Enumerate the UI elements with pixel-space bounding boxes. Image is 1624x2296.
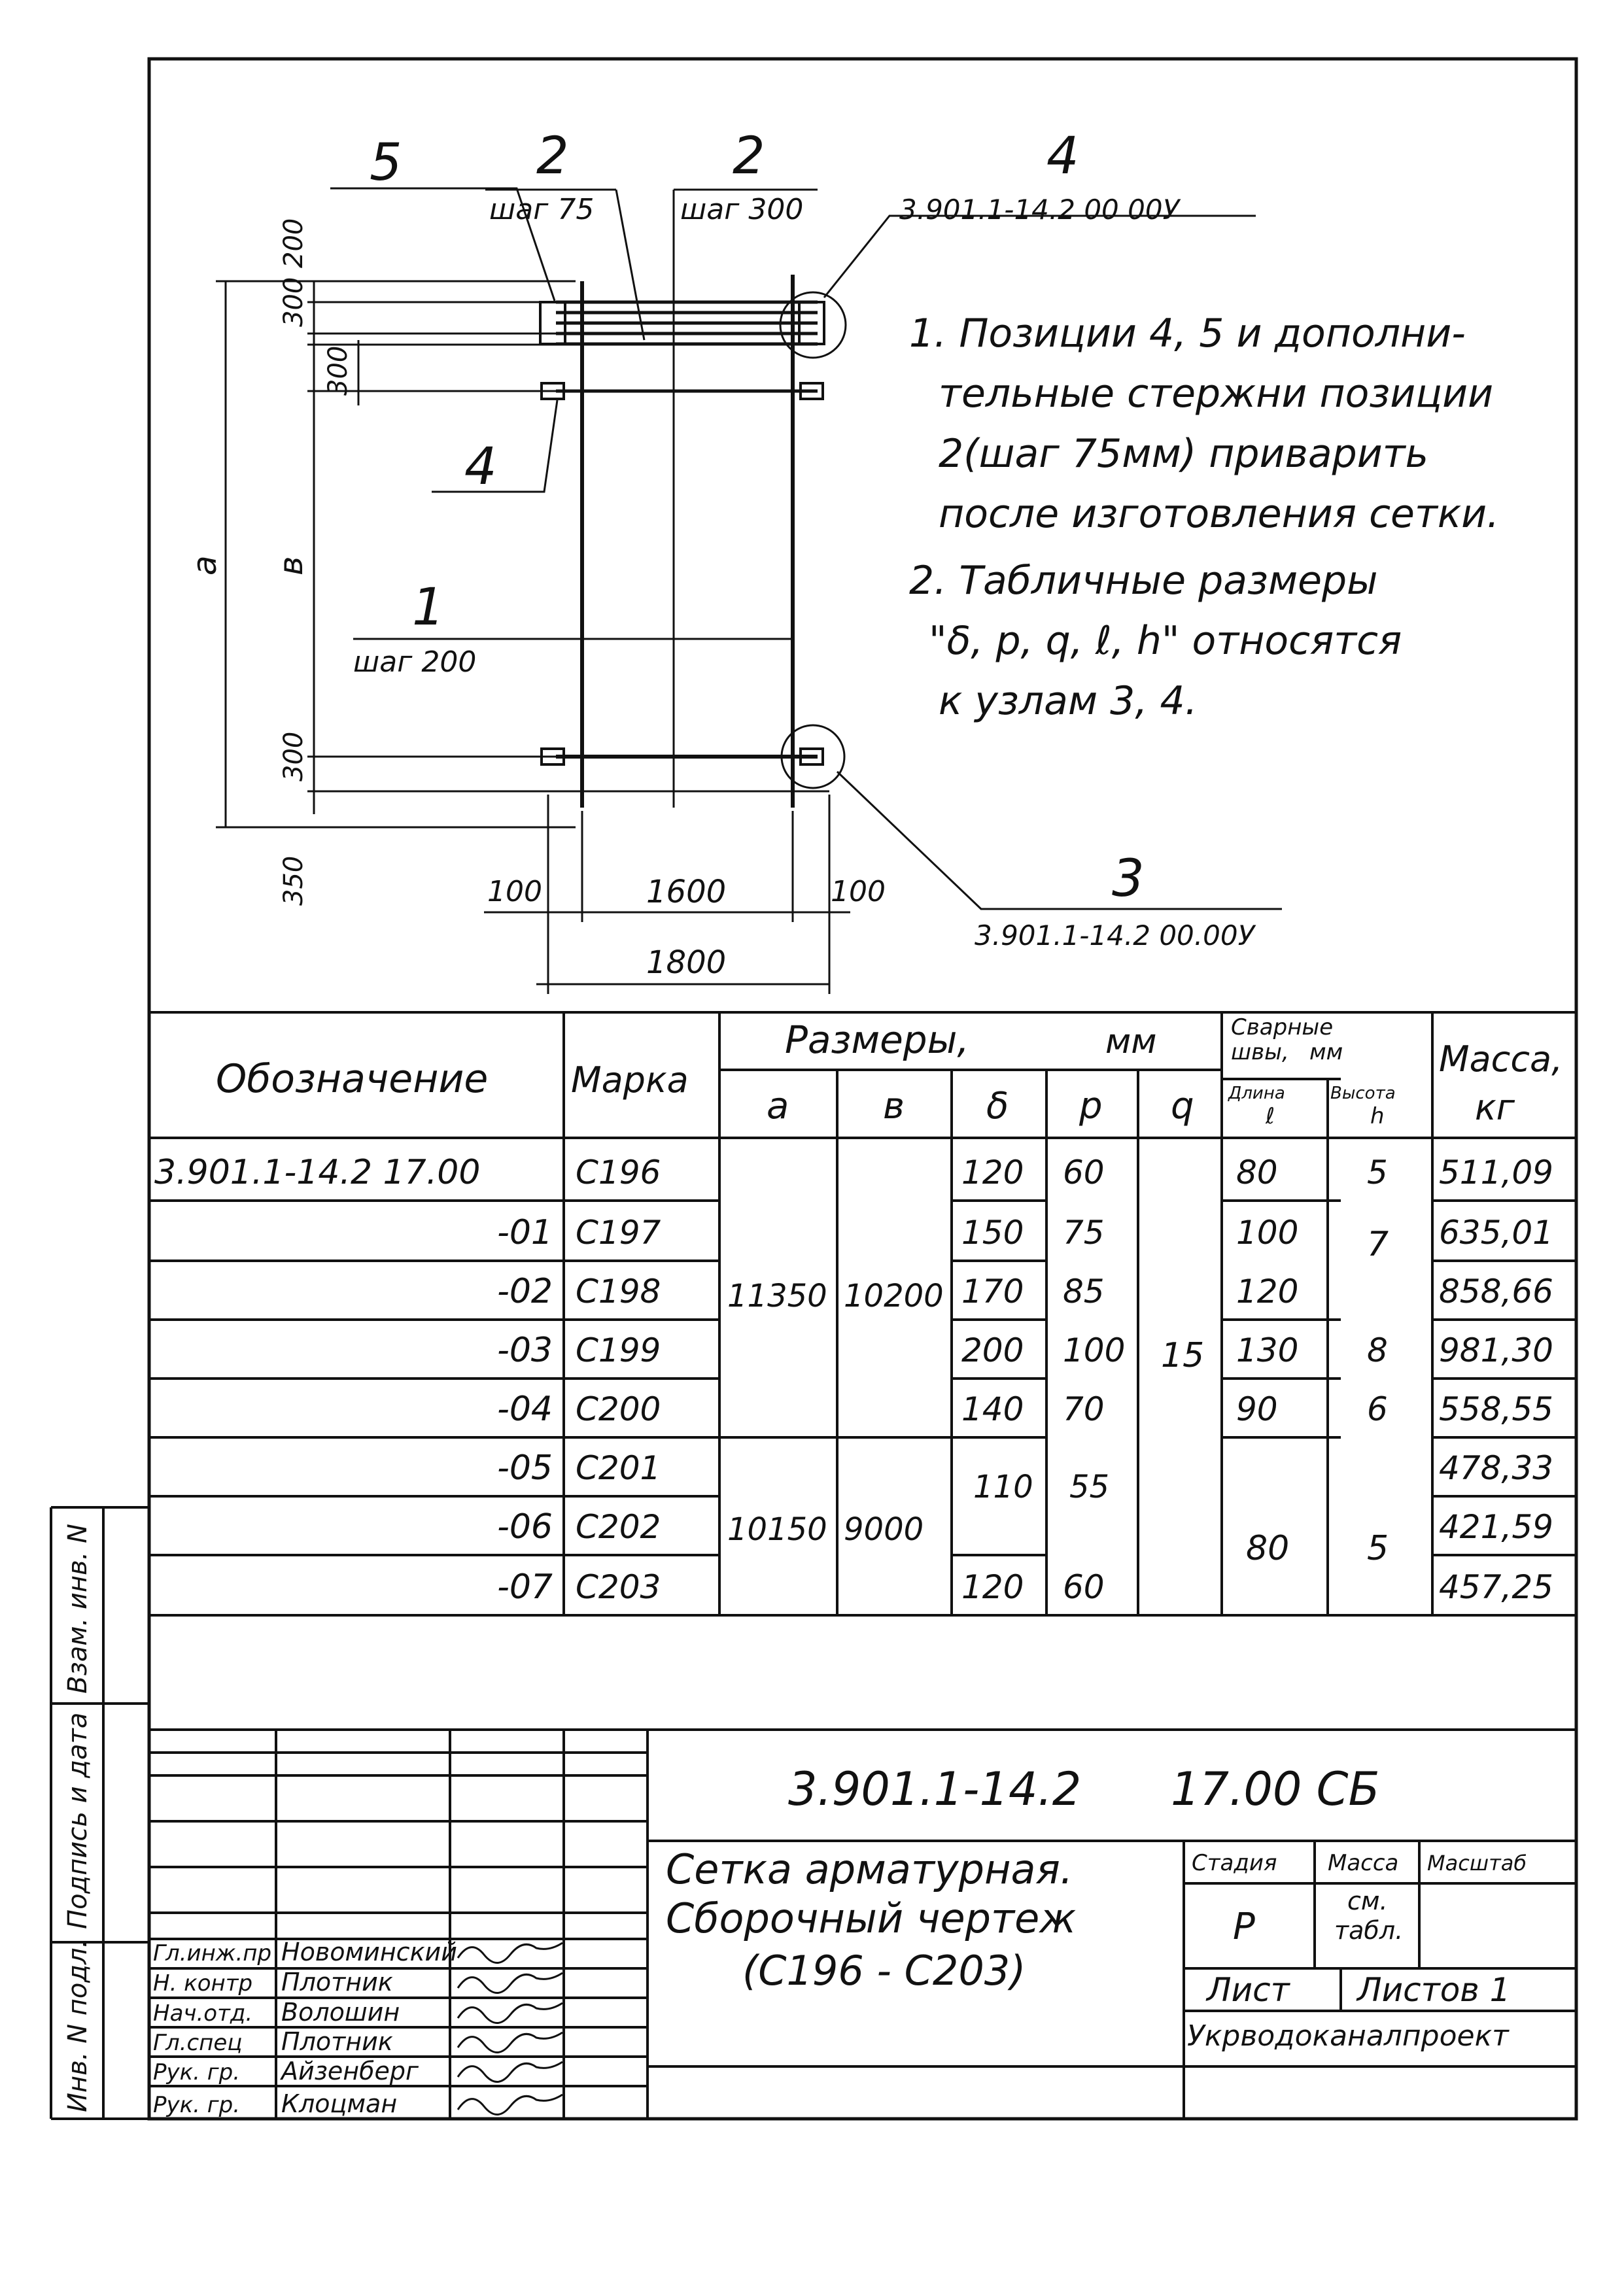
- table-cell-p: 60: [1063, 1154, 1105, 1191]
- callout-2-right: 2: [733, 127, 765, 186]
- side-stamp-signature-date: Подпись и дата: [63, 1712, 93, 1929]
- table-cell-p: 85: [1063, 1273, 1105, 1311]
- table-cell-delta: 120: [961, 1154, 1024, 1191]
- header-q: q: [1171, 1085, 1194, 1127]
- scale-label: Масштаб: [1427, 1851, 1527, 1876]
- header-height-sym: h: [1370, 1103, 1385, 1129]
- signature-role: Гл.инж.пр: [153, 1940, 272, 1966]
- callout-step200: шаг 200: [353, 645, 477, 679]
- table-cell-designation: -07: [497, 1568, 553, 1607]
- table-cell-delta: 170: [961, 1273, 1024, 1311]
- cell-b-group2: 9000: [844, 1511, 924, 1548]
- cell-a-group2: 10150: [727, 1511, 827, 1548]
- dim-100-left: 100: [487, 875, 542, 908]
- table-cell-delta: 140: [961, 1390, 1024, 1428]
- signature-role: Н. контр: [153, 1970, 253, 1996]
- table-cell-length: 120: [1236, 1273, 1299, 1311]
- organization: Укрводоканалпроект: [1187, 2019, 1509, 2053]
- signature-scribble: [458, 2095, 562, 2115]
- table-cell-mark: С196: [576, 1154, 661, 1191]
- notes-block: [909, 311, 1499, 724]
- table-cell-mark: С201: [576, 1449, 661, 1487]
- side-stamp-inv-orig: Инв. N подл.: [63, 1939, 93, 2112]
- header-height: Высота: [1330, 1084, 1396, 1103]
- dim-300-a: 300: [279, 277, 309, 327]
- header-delta: δ: [986, 1085, 1009, 1127]
- note-line: "δ, p, q, ℓ, h" относятся: [929, 618, 1402, 664]
- table-cell-designation: -02: [497, 1272, 553, 1311]
- signature-scribble: [458, 2003, 562, 2023]
- signature-scribble: [458, 1973, 562, 1993]
- cell-b-group1: 10200: [844, 1278, 944, 1314]
- table-cell-delta: 150: [961, 1214, 1024, 1252]
- title-code: 3.901.1-14.2: [788, 1762, 1082, 1816]
- table-cell-height: 5: [1367, 1154, 1388, 1191]
- callout-step75: шаг 75: [489, 193, 595, 226]
- header-sizes: Размеры,: [785, 1018, 969, 1062]
- signature-name: Новоминский: [281, 1938, 457, 1966]
- header-p: р: [1079, 1085, 1103, 1127]
- signature-scribble: [458, 1943, 562, 1963]
- dim-300-c: 300: [279, 731, 309, 781]
- callout-2-left: 2: [536, 127, 569, 186]
- table-cell-mass: 511,09: [1439, 1154, 1553, 1191]
- callout-step300: шаг 300: [680, 193, 804, 226]
- header-length: Длина: [1228, 1084, 1285, 1103]
- table-cell-delta: 200: [961, 1331, 1024, 1369]
- note-line: тельные стержни позиции: [939, 371, 1494, 417]
- table-cell-designation: -05: [497, 1448, 553, 1488]
- cell-delta-05-06: 110: [973, 1469, 1033, 1505]
- table-cell-mass: 981,30: [1439, 1331, 1553, 1369]
- table-cell-length: 80: [1236, 1154, 1278, 1191]
- cell-q: 15: [1161, 1336, 1205, 1375]
- cell-length-05-07: 80: [1246, 1529, 1290, 1568]
- table-cell-mass: 421,59: [1439, 1508, 1553, 1546]
- table-cell-p: 75: [1063, 1214, 1105, 1252]
- table-cell-length: 100: [1236, 1214, 1299, 1252]
- dim-1600: 1600: [646, 874, 727, 910]
- table-cell-mass: 478,33: [1439, 1449, 1553, 1487]
- table-cell-p: 60: [1063, 1568, 1105, 1606]
- title-line: Сетка арматурная.: [666, 1845, 1073, 1893]
- table-cell-designation: -04: [497, 1390, 553, 1429]
- callout-4-left: 4: [464, 437, 497, 496]
- note-line: 2. Табличные размеры: [909, 558, 1378, 604]
- header-mass: Масса,: [1439, 1038, 1563, 1080]
- table-cell-mass: 457,25: [1439, 1568, 1553, 1606]
- dim-100-right: 100: [831, 875, 886, 908]
- signature-role: Рук. гр.: [153, 2059, 241, 2085]
- signature-role: Гл.спец: [153, 2030, 243, 2056]
- callout-ref3: 3.901.1-14.2 00.00У: [975, 919, 1255, 951]
- header-welds-2: швы,: [1231, 1039, 1289, 1065]
- callout-4-top: 4: [1046, 127, 1079, 186]
- header-designation: Обозначение: [216, 1056, 489, 1102]
- note-line: после изготовления сетки.: [939, 491, 1500, 537]
- cell-height-01-02: 7: [1367, 1225, 1389, 1264]
- signature-role: Нач.отд.: [153, 2000, 253, 2027]
- mass-value-2: табл.: [1334, 1916, 1404, 1945]
- sheet-label: Лист: [1207, 1971, 1290, 2009]
- signature-name: Волошин: [281, 1998, 400, 2027]
- dim-300-b: 300: [323, 345, 353, 396]
- table-cell-mark: С202: [576, 1508, 661, 1546]
- vertical-dimensions: [216, 281, 576, 827]
- header-mark: Марка: [571, 1059, 689, 1101]
- table-cell-delta: 120: [961, 1568, 1024, 1606]
- signature-scribble: [458, 2062, 562, 2082]
- mass-value-1: см.: [1347, 1887, 1388, 1915]
- table-cell-p: 70: [1063, 1390, 1105, 1428]
- dim-350: 350: [279, 855, 309, 906]
- table-cell-height: 6: [1367, 1390, 1388, 1428]
- table-cell-mark: С198: [576, 1273, 661, 1311]
- dim-b: в: [272, 556, 310, 575]
- cell-height-05-07: 5: [1367, 1529, 1389, 1568]
- header-mass-unit: кг: [1475, 1087, 1515, 1128]
- header-welds-unit: мм: [1309, 1039, 1343, 1065]
- table-cell-mass: 635,01: [1439, 1214, 1553, 1252]
- signature-name: Плотник: [281, 2027, 393, 2056]
- table-cell-mark: С199: [576, 1331, 661, 1369]
- table-cell-mass: 558,55: [1439, 1390, 1553, 1428]
- table-cell-designation: -03: [497, 1331, 553, 1370]
- title-code-2: 17.00 СБ: [1171, 1762, 1380, 1816]
- cell-p-05-06: 55: [1069, 1469, 1110, 1505]
- table-cell-designation: 3.901.1-14.2 17.00: [154, 1153, 481, 1192]
- signature-role: Рук. гр.: [153, 2092, 241, 2118]
- dim-a: а: [186, 555, 224, 575]
- table-cell-length: 90: [1236, 1390, 1278, 1428]
- side-stamp-replaces-inv: Взам. инв. N: [63, 1524, 93, 1694]
- mass-label: Масса: [1328, 1850, 1399, 1876]
- table-cell-mark: С203: [576, 1568, 661, 1606]
- signature-name: Клоцман: [281, 2089, 398, 2118]
- callout-leaders: [330, 188, 818, 639]
- note-line: к узлам 3, 4.: [939, 678, 1198, 724]
- callout-3: 3: [1112, 849, 1145, 908]
- note-line: 2(шаг 75мм) приварить: [939, 431, 1429, 477]
- table-cell-p: 100: [1063, 1331, 1126, 1369]
- table-cell-length: 130: [1236, 1331, 1299, 1369]
- cell-a-group1: 11350: [727, 1278, 827, 1314]
- callout-5: 5: [370, 133, 402, 192]
- header-b: в: [883, 1085, 905, 1127]
- header-welds: Сварные: [1231, 1014, 1334, 1040]
- stage-label: Стадия: [1192, 1850, 1277, 1876]
- note-line: 1. Позиции 4, 5 и дополни-: [909, 311, 1466, 356]
- title-line: (С196 - С203): [742, 1947, 1026, 1995]
- table-cell-mark: С197: [576, 1214, 661, 1252]
- table-cell-height: 8: [1367, 1331, 1388, 1369]
- table-cell-designation: -01: [497, 1213, 553, 1252]
- sheets-label: Листов 1: [1357, 1971, 1511, 2009]
- stage-value: Р: [1233, 1906, 1255, 1948]
- title-line: Сборочный чертеж: [666, 1894, 1077, 1942]
- callout-ref4: 3.901.1-14.2 00 00У: [899, 194, 1180, 226]
- header-a: а: [767, 1085, 789, 1127]
- table-cell-mass: 858,66: [1439, 1273, 1553, 1311]
- dim-1800: 1800: [646, 944, 727, 981]
- dim-200: 200: [279, 218, 309, 268]
- table-cell-designation: -06: [497, 1507, 553, 1547]
- signature-name: Плотник: [281, 1968, 393, 1996]
- signature-scribble: [458, 2032, 562, 2053]
- table-cell-mark: С200: [576, 1390, 661, 1428]
- header-sizes-unit: мм: [1105, 1022, 1157, 1061]
- signature-name: Айзенберг: [281, 2057, 419, 2085]
- header-length-sym: ℓ: [1266, 1103, 1275, 1129]
- callout-1: 1: [412, 578, 445, 637]
